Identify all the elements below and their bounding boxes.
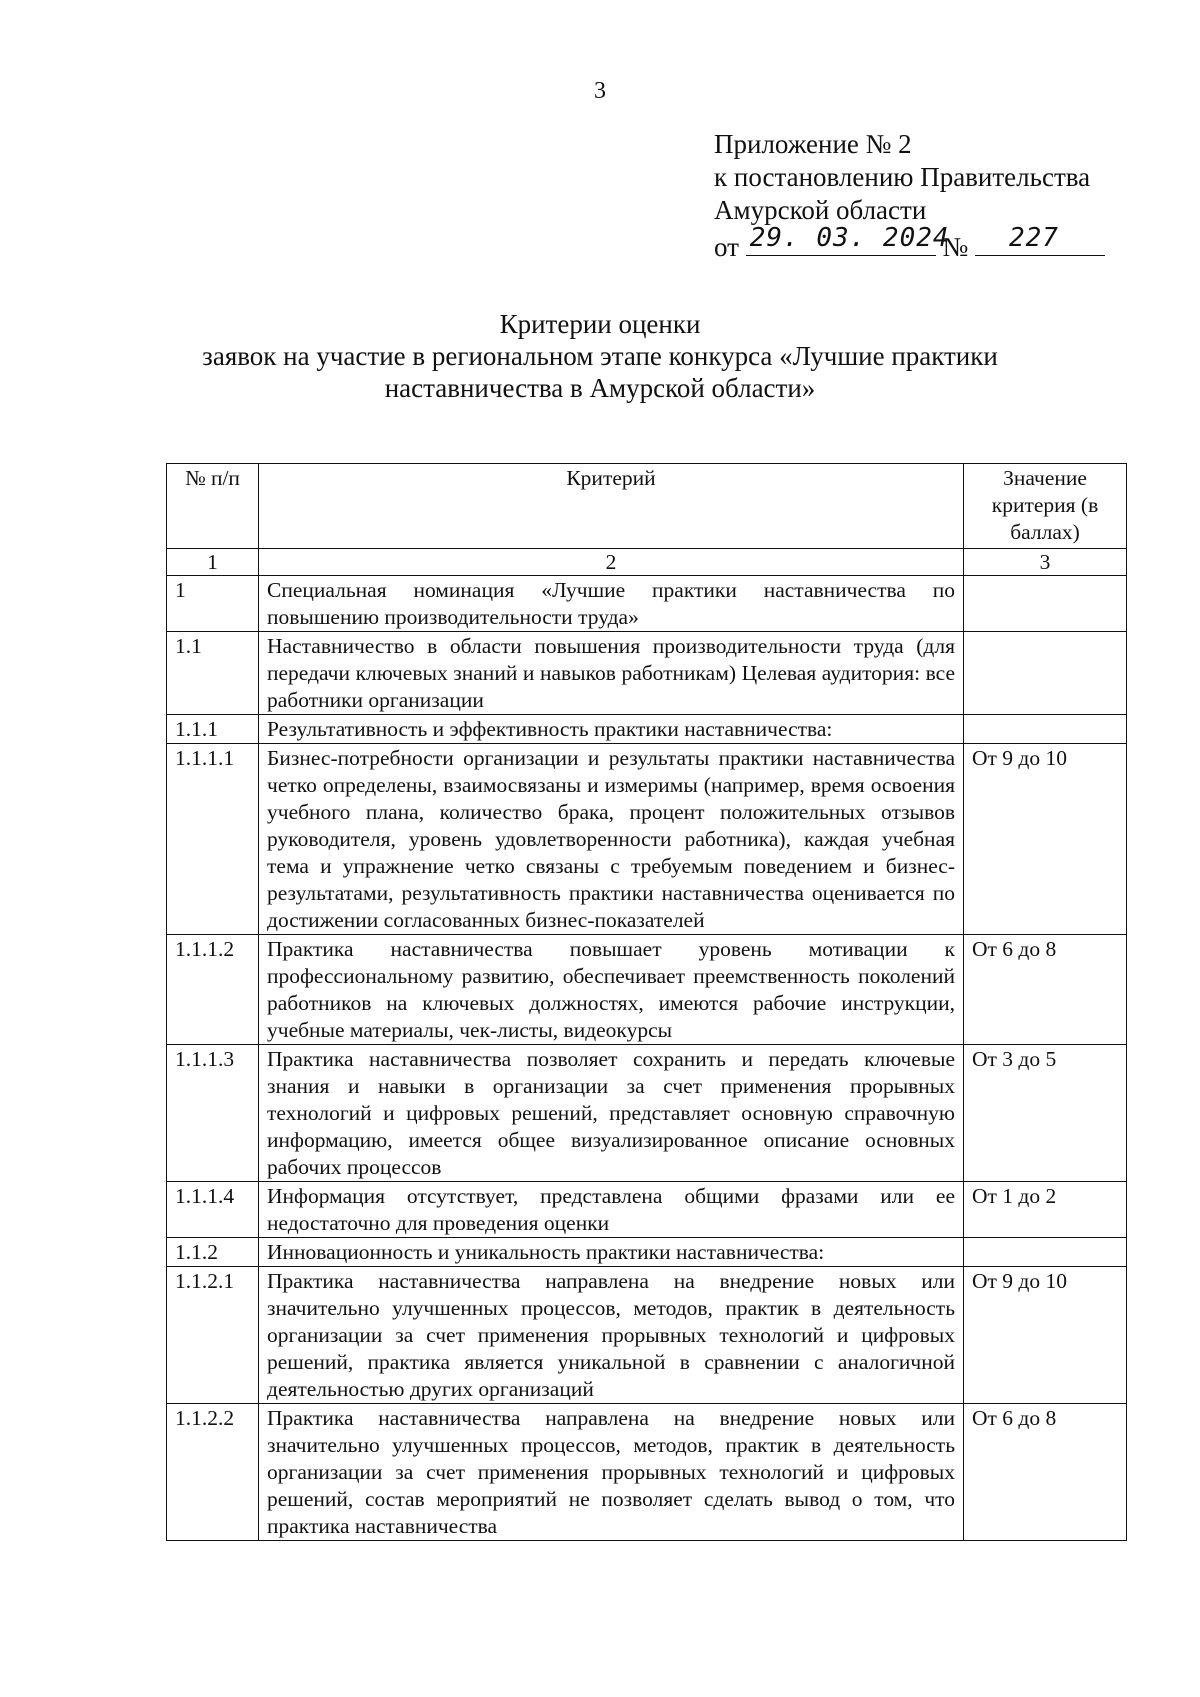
header-value: Значение критерия (в баллах) <box>964 464 1127 549</box>
row-number: 1.1.2 <box>167 1238 259 1267</box>
criteria-table <box>166 463 1127 1541</box>
column-number: 3 <box>964 549 1127 576</box>
column-number: 1 <box>167 549 259 576</box>
handwritten-date: 29. 03. 2024 <box>749 223 950 253</box>
appendix-decree: к постановлению Правительства <box>714 162 1091 192</box>
number-underline <box>975 223 1105 256</box>
row-number: 1.1.1.3 <box>167 1045 259 1182</box>
row-criterion: Инновационность и уникальность практики наставничества: <box>259 1238 964 1267</box>
row-criterion: Практика наставничества направлена на внедрение новых или значительно улучшенных процессов, методов, практик в деятельность организации за счет применения прорывных технологий и цифровых решений, практика является уникальной в сравнении с аналогичной деятельностью других организаций <box>259 1267 964 1404</box>
appendix-date-number-line <box>714 223 1105 264</box>
table-row <box>167 1238 1127 1267</box>
appendix-block <box>714 128 1105 264</box>
row-number: 1 <box>167 576 259 632</box>
row-number: 1.1.1 <box>167 715 259 744</box>
row-value <box>964 1238 1127 1267</box>
row-criterion: Информация отсутствует, представлена общими фразами или ее недостаточно для проведения оценки <box>259 1182 964 1238</box>
column-number: 2 <box>259 549 964 576</box>
row-number: 1.1.1.1 <box>167 744 259 935</box>
row-value: От 6 до 8 <box>964 935 1127 1045</box>
row-number: 1.1.2.2 <box>167 1404 259 1541</box>
row-criterion: Результативность и эффективность практики наставничества: <box>259 715 964 744</box>
appendix-title: Приложение № 2 <box>714 129 912 159</box>
row-value: От 9 до 10 <box>964 744 1127 935</box>
number-label: № <box>942 232 969 262</box>
table-row <box>167 1404 1127 1541</box>
row-value <box>964 715 1127 744</box>
header-criterion: Критерий <box>259 464 964 549</box>
table-row <box>167 1182 1127 1238</box>
column-number-row <box>167 549 1127 576</box>
row-criterion: Бизнес-потребности организации и результаты практики наставничества четко определены, взаимосвязаны и измеримы (например, время освоения учебного плана, количество брака, процент положительных отзывов руководителя, уровень удовлетворенности работника), каждая учебная тема и упражнение четко связаны с требуемым поведением и бизнес-результатами, результативность практики наставничества оценивается по достижении согласованных бизнес-показателей <box>259 744 964 935</box>
table-row <box>167 935 1127 1045</box>
appendix-region: Амурской области <box>714 195 927 225</box>
row-number: 1.1 <box>167 632 259 715</box>
date-underline <box>746 223 950 256</box>
table-row <box>167 632 1127 715</box>
row-criterion: Практика наставничества повышает уровень мотивации к профессиональному развитию, обеспечивает преемственность поколений работников на ключевых должностях, имеются рабочие инструкции, учебные материалы, чек-листы, видеокурсы <box>259 935 964 1045</box>
row-number: 1.1.2.1 <box>167 1267 259 1404</box>
table-row <box>167 744 1127 935</box>
title-line-2: заявок на участие в региональном этапе конкурса «Лучшие практики <box>202 341 998 371</box>
row-value: От 9 до 10 <box>964 1267 1127 1404</box>
row-value <box>964 576 1127 632</box>
handwritten-number: 227 <box>1008 223 1059 253</box>
header-row <box>167 464 1127 549</box>
table-row <box>167 1267 1127 1404</box>
title-line-3: наставничества в Амурской области» <box>384 373 816 403</box>
row-criterion: Практика наставничества направлена на внедрение новых или значительно улучшенных процессов, методов, практик в деятельность организации за счет применения прорывных технологий и цифровых решений, состав мероприятий не позволяет сделать вывод о том, что практика наставничества <box>259 1404 964 1541</box>
row-value <box>964 632 1127 715</box>
table-row <box>167 1045 1127 1182</box>
row-criterion: Практика наставничества позволяет сохранить и передать ключевые знания и навыки в организации за счет применения прорывных технологий и цифровых решений, представляет основную справочную информацию, имеется общее визуализированное описание основных рабочих процессов <box>259 1045 964 1182</box>
row-criterion: Специальная номинация «Лучшие практики наставничества по повышению производительности труда» <box>259 576 964 632</box>
row-number: 1.1.1.2 <box>167 935 259 1045</box>
row-value: От 6 до 8 <box>964 1404 1127 1541</box>
header-num: № п/п <box>167 464 259 549</box>
table-row <box>167 576 1127 632</box>
row-criterion: Наставничество в области повышения производительности труда (для передачи ключевых знаний и навыков работникам) Целевая аудитория: все работники организации <box>259 632 964 715</box>
table-row <box>167 715 1127 744</box>
page-number: 3 <box>594 78 606 104</box>
title-line-1: Критерии оценки <box>499 309 701 339</box>
row-number: 1.1.1.4 <box>167 1182 259 1238</box>
row-value: От 1 до 2 <box>964 1182 1127 1238</box>
document-title <box>0 308 1200 404</box>
row-value: От 3 до 5 <box>964 1045 1127 1182</box>
from-label: от <box>714 232 739 262</box>
